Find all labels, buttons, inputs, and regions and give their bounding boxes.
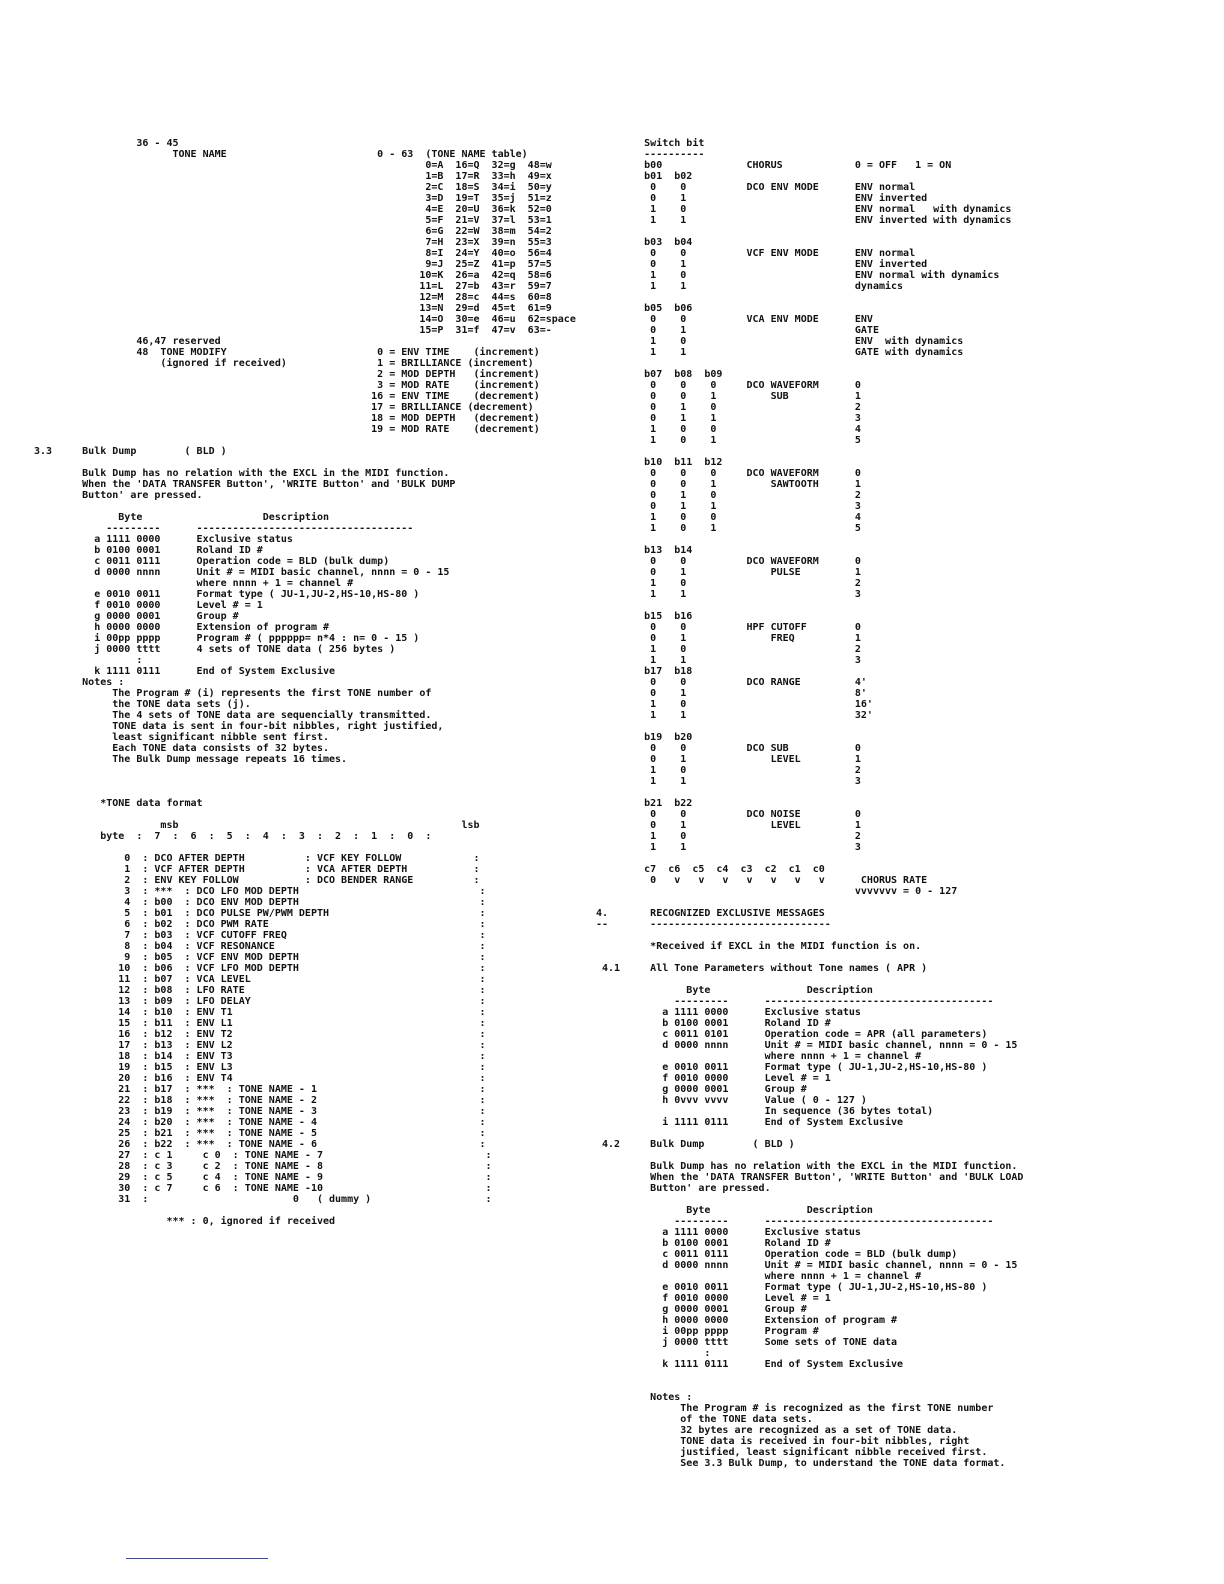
right-column-line	[596, 1370, 1216, 1381]
left-column-line: 19 : b15 : ENV L3 :	[34, 1062, 486, 1073]
left-column-line: 13 : b09 : LFO DELAY :	[34, 996, 486, 1007]
right-column-line: 1 1 3	[596, 776, 861, 787]
right-column-line	[596, 358, 1216, 369]
left-column-line: k 1111 0111 End of System Exclusive	[34, 666, 336, 677]
left-column-line: 6=G 22=W 38=m 54=2	[34, 226, 552, 237]
right-column-line: Notes :	[596, 1392, 693, 1403]
right-column-line: where nnnn + 1 = channel #	[596, 1051, 922, 1062]
right-column-line: 0 0 VCF ENV MODE ENV normal	[596, 248, 916, 259]
right-column-line: b05 b06	[596, 303, 693, 314]
left-column-line: 28 : c 3 c 2 : TONE NAME - 8 :	[34, 1161, 492, 1172]
right-column-line: 0 1 8'	[596, 688, 867, 699]
left-column-line: 18 : b14 : ENV T3 :	[34, 1051, 486, 1062]
left-column-line: 29 : c 5 c 4 : TONE NAME - 9 :	[34, 1172, 492, 1183]
right-column-line: b15 b16	[596, 611, 693, 622]
left-column-line: When the 'DATA TRANSFER Button', 'WRITE Button' and 'BULK DUMP	[34, 479, 456, 490]
left-column-line: 17 : b13 : ENV L2 :	[34, 1040, 486, 1051]
right-column-line: 1 1 3	[596, 655, 861, 666]
right-column-line: 1 0 2	[596, 765, 861, 776]
right-column-line: b21 b22	[596, 798, 693, 809]
right-column-line: b07 b08 b09	[596, 369, 723, 380]
left-column-line: 9=J 25=Z 41=p 57=5	[34, 259, 552, 270]
left-column-line	[34, 809, 594, 820]
left-column-line: b 0100 0001 Roland ID #	[34, 545, 263, 556]
right-column-line: 1 0 ENV with dynamics	[596, 336, 964, 347]
right-column-line: 0 0 DCO SUB 0	[596, 743, 861, 754]
left-column-line: :	[34, 655, 143, 666]
right-column-line: -- ------------------------------	[596, 919, 831, 930]
left-column	[34, 138, 594, 1227]
right-column-line: k 1111 0111 End of System Exclusive	[596, 1359, 904, 1370]
right-column-line	[596, 787, 1216, 798]
left-column-line: 25 : b21 : *** : TONE NAME - 5 :	[34, 1128, 486, 1139]
right-column-line: ----------	[596, 149, 705, 160]
left-column-line: 30 : c 7 c 6 : TONE NAME -10 :	[34, 1183, 492, 1194]
right-column-line: 1 0 0 4	[596, 424, 861, 435]
left-column-line	[34, 457, 594, 468]
right-column-line: b13 b14	[596, 545, 693, 556]
right-column-line: 1 1 3	[596, 589, 861, 600]
left-column-line: The 4 sets of TONE data are sequencially transmitted.	[34, 710, 432, 721]
left-column-line: --------- ------------------------------------	[34, 523, 414, 534]
left-column-line: 9 : b05 : VCF ENV MOD DEPTH :	[34, 952, 486, 963]
left-column-line: 2 : ENV KEY FOLLOW : DCO BENDER RANGE :	[34, 875, 480, 886]
left-column-line: 15=P 31=f 47=v 63=-	[34, 325, 552, 336]
left-column-line	[34, 435, 594, 446]
right-column-line: 0 1 ENV inverted	[596, 259, 928, 270]
right-column-line: *Received if EXCL in the MIDI function is on.	[596, 941, 922, 952]
left-column-line: 31 : 0 ( dummy ) :	[34, 1194, 492, 1205]
left-column-line: e 0010 0011 Format type ( JU-1,JU-2,HS-10,HS-80 )	[34, 589, 420, 600]
left-column-line: 16 = ENV TIME (decrement)	[34, 391, 540, 402]
left-column-line: 3=D 19=T 35=j 51=z	[34, 193, 552, 204]
right-column-line	[596, 292, 1216, 303]
right-column-line: 0 0 DCO WAVEFORM 0	[596, 556, 861, 567]
right-column-line: 1 0 ENV normal with dynamics	[596, 270, 1000, 281]
right-column-line	[596, 226, 1216, 237]
left-column-line: TONE NAME 0 - 63 (TONE NAME table)	[34, 149, 528, 160]
left-column-line	[34, 1205, 594, 1216]
right-column-line: b03 b04	[596, 237, 693, 248]
left-column-line: 10 : b06 : VCF LFO MOD DEPTH :	[34, 963, 486, 974]
left-column-line: 12 : b08 : LFO RATE :	[34, 985, 486, 996]
right-column-line	[596, 930, 1216, 941]
left-column-line: a 1111 0000 Exclusive status	[34, 534, 293, 545]
right-column-line	[596, 853, 1216, 864]
right-column-line: of the TONE data sets.	[596, 1414, 813, 1425]
left-column-line: 48 TONE MODIFY 0 = ENV TIME (increment)	[34, 347, 540, 358]
right-column-line: --------- --------------------------------------	[596, 1216, 994, 1227]
left-column-line: 18 = MOD DEPTH (decrement)	[34, 413, 540, 424]
left-column-line: 5 : b01 : DCO PULSE PW/PWM DEPTH :	[34, 908, 486, 919]
left-column-line: 1=B 17=R 33=h 49=x	[34, 171, 552, 182]
right-column-line: 0 0 VCA ENV MODE ENV	[596, 314, 873, 325]
right-column-line: 0 1 0 2	[596, 490, 861, 501]
right-column-line: 0 0 1 SUB 1	[596, 391, 861, 402]
left-column-line: least significant nibble sent first.	[34, 732, 330, 743]
right-column-line: f 0010 0000 Level # = 1	[596, 1293, 831, 1304]
right-column-line: When the 'DATA TRANSFER Button', 'WRITE Button' and 'BULK LOAD	[596, 1172, 1024, 1183]
right-column-line: 0 0 0 DCO WAVEFORM 0	[596, 380, 861, 391]
right-column-line: i 00pp pppp Program #	[596, 1326, 819, 1337]
left-column-line: *TONE data format	[34, 798, 203, 809]
right-column-line	[596, 1128, 1216, 1139]
left-column-line: 3 = MOD RATE (increment)	[34, 380, 540, 391]
right-column-line: See 3.3 Bulk Dump, to understand the TONE data format.	[596, 1458, 1006, 1469]
left-column-line: 14=O 30=e 46=u 62=space	[34, 314, 576, 325]
right-column-line	[596, 600, 1216, 611]
right-column-line: 1 0 1 5	[596, 435, 861, 446]
right-column-line	[596, 952, 1216, 963]
right-column-line: c7 c6 c5 c4 c3 c2 c1 c0	[596, 864, 825, 875]
right-column-line: Button' are pressed.	[596, 1183, 771, 1194]
left-column-line: byte : 7 : 6 : 5 : 4 : 3 : 2 : 1 : 0 :	[34, 831, 432, 842]
right-column-line: d 0000 nnnn Unit # = MIDI basic channel, nnnn = 0 - 15	[596, 1260, 1018, 1271]
left-column-line	[34, 765, 594, 776]
right-column-line: a 1111 0000 Exclusive status	[596, 1007, 861, 1018]
right-column-line: i 1111 0111 End of System Exclusive	[596, 1117, 904, 1128]
left-column-line: Bulk Dump has no relation with the EXCL in the MIDI function.	[34, 468, 450, 479]
right-column-line: 0 1 0 2	[596, 402, 861, 413]
right-column-line: b00 CHORUS 0 = OFF 1 = ON	[596, 160, 952, 171]
right-column-line: j 0000 tttt Some sets of TONE data	[596, 1337, 898, 1348]
left-column-line: 27 : c 1 c 0 : TONE NAME - 7 :	[34, 1150, 492, 1161]
right-column-line: g 0000 0001 Group #	[596, 1304, 807, 1315]
right-column-line: :	[596, 1348, 711, 1359]
left-column-line: 11 : b07 : VCA LEVEL :	[34, 974, 486, 985]
left-column-line: 22 : b18 : *** : TONE NAME - 2 :	[34, 1095, 486, 1106]
left-column-line: 4=E 20=U 36=k 52=0	[34, 204, 552, 215]
left-column-line: 3.3 Bulk Dump ( BLD )	[34, 446, 227, 457]
right-column-line: where nnnn + 1 = channel #	[596, 1271, 922, 1282]
left-column-line: 5=F 21=V 37=l 53=1	[34, 215, 552, 226]
right-column-line: f 0010 0000 Level # = 1	[596, 1073, 831, 1084]
left-column-line: 2=C 18=S 34=i 50=y	[34, 182, 552, 193]
left-column-line: 4 : b00 : DCO ENV MOD DEPTH :	[34, 897, 486, 908]
right-column-line: 0 1 ENV inverted	[596, 193, 928, 204]
left-column-line: 6 : b02 : DCO PWM RATE :	[34, 919, 486, 930]
left-column-line: msb lsb	[34, 820, 480, 831]
right-column-line: 4. RECOGNIZED EXCLUSIVE MESSAGES	[596, 908, 825, 919]
right-column-line	[596, 1381, 1216, 1392]
left-column-line: TONE data is sent in four-bit nibbles, right justified,	[34, 721, 444, 732]
left-column-line: 0=A 16=Q 32=g 48=w	[34, 160, 552, 171]
left-column-line: where nnnn + 1 = channel #	[34, 578, 354, 589]
right-column-line: 1 0 ENV normal with dynamics	[596, 204, 1012, 215]
right-column-line: 0 0 HPF CUTOFF 0	[596, 622, 861, 633]
left-column-line: i 00pp pppp Program # ( pppppp= n*4 : n= 0 - 15 )	[34, 633, 420, 644]
right-column-line: e 0010 0011 Format type ( JU-1,JU-2,HS-10,HS-80 )	[596, 1062, 988, 1073]
left-column-line: Button' are pressed.	[34, 490, 203, 501]
left-column-line: 13=N 29=d 45=t 61=9	[34, 303, 552, 314]
left-column-line: 10=K 26=a 42=q 58=6	[34, 270, 552, 281]
right-column-line: a 1111 0000 Exclusive status	[596, 1227, 861, 1238]
right-column-line: 0 0 DCO NOISE 0	[596, 809, 861, 820]
left-column-line: h 0000 0000 Extension of program #	[34, 622, 330, 633]
right-column-line: vvvvvvv = 0 - 127	[596, 886, 958, 897]
left-column-line: g 0000 0001 Group #	[34, 611, 239, 622]
left-column-line	[34, 842, 594, 853]
right-column-line: 1 0 0 4	[596, 512, 861, 523]
right-column-line: e 0010 0011 Format type ( JU-1,JU-2,HS-10,HS-80 )	[596, 1282, 988, 1293]
left-column-line: 7=H 23=X 39=n 55=3	[34, 237, 552, 248]
left-column-line: Each TONE data consists of 32 bytes.	[34, 743, 330, 754]
right-column-line: 1 0 16'	[596, 699, 873, 710]
right-column-line: g 0000 0001 Group #	[596, 1084, 807, 1095]
left-column-line: d 0000 nnnn Unit # = MIDI basic channel, nnnn = 0 - 15	[34, 567, 450, 578]
left-column-line: 7 : b03 : VCF CUTOFF FREQ :	[34, 930, 486, 941]
left-column-line: c 0011 0111 Operation code = BLD (bulk dump)	[34, 556, 390, 567]
right-column-line: c 0011 0111 Operation code = BLD (bulk dump)	[596, 1249, 958, 1260]
right-column-line: 4.2 Bulk Dump ( BLD )	[596, 1139, 795, 1150]
left-column-line: 8=I 24=Y 40=o 56=4	[34, 248, 552, 259]
right-column-line: h 0vvv vvvv Value ( 0 - 127 )	[596, 1095, 867, 1106]
left-column-line	[34, 776, 594, 787]
right-column-line: h 0000 0000 Extension of program #	[596, 1315, 898, 1326]
left-column-line: 24 : b20 : *** : TONE NAME - 4 :	[34, 1117, 486, 1128]
right-column-line: 0 1 1 3	[596, 501, 861, 512]
left-column-line: 23 : b19 : *** : TONE NAME - 3 :	[34, 1106, 486, 1117]
right-column-line: Bulk Dump has no relation with the EXCL in the MIDI function.	[596, 1161, 1018, 1172]
right-column-line	[596, 721, 1216, 732]
right-column-line: 0 1 LEVEL 1	[596, 820, 861, 831]
left-column-line: 8 : b04 : VCF RESONANCE :	[34, 941, 486, 952]
right-column-line: 1 1 dynamics	[596, 281, 904, 292]
left-column-line: the TONE data sets (j).	[34, 699, 251, 710]
left-column-line: 12=M 28=c 44=s 60=8	[34, 292, 552, 303]
right-column-line: d 0000 nnnn Unit # = MIDI basic channel, nnnn = 0 - 15	[596, 1040, 1018, 1051]
right-column-line: Switch bit	[596, 138, 705, 149]
left-column-line: 16 : b12 : ENV T2 :	[34, 1029, 486, 1040]
right-column-line: 0 1 LEVEL 1	[596, 754, 861, 765]
right-column-line: 0 1 1 3	[596, 413, 861, 424]
right-column-line: 0 0 1 SAWTOOTH 1	[596, 479, 861, 490]
right-column-line: 4.1 All Tone Parameters without Tone names ( APR )	[596, 963, 928, 974]
right-column-line: justified, least significant nibble received first.	[596, 1447, 988, 1458]
right-column-line	[596, 1194, 1216, 1205]
right-column-line: 1 0 2	[596, 578, 861, 589]
left-column-line: *** : 0, ignored if received	[34, 1216, 336, 1227]
right-column-line: 0 v v v v v v v CHORUS RATE	[596, 875, 928, 886]
right-column-line	[596, 534, 1216, 545]
left-column-line: f 0010 0000 Level # = 1	[34, 600, 263, 611]
right-column-line: Byte Description	[596, 1205, 873, 1216]
right-column-line: 1 0 1 5	[596, 523, 861, 534]
right-column-line: 32 bytes are recognized as a set of TONE data.	[596, 1425, 958, 1436]
left-column-line: 0 : DCO AFTER DEPTH : VCF KEY FOLLOW :	[34, 853, 480, 864]
right-column-line: 1 1 32'	[596, 710, 873, 721]
left-column-line	[34, 501, 594, 512]
right-column-line	[596, 446, 1216, 457]
left-column-line	[34, 787, 594, 798]
right-column-line: b 0100 0001 Roland ID #	[596, 1018, 831, 1029]
right-column-line: 1 1 GATE with dynamics	[596, 347, 964, 358]
left-column-line: Byte Description	[34, 512, 330, 523]
right-column	[596, 138, 1216, 1469]
right-column-line: c 0011 0101 Operation code = APR (all parameters)	[596, 1029, 988, 1040]
left-column-line: 15 : b11 : ENV L1 :	[34, 1018, 486, 1029]
right-column-line: 1 0 2	[596, 831, 861, 842]
right-column-line: 0 0 0 DCO WAVEFORM 0	[596, 468, 861, 479]
left-column-line: 11=L 27=b 43=r 59=7	[34, 281, 552, 292]
left-column-line: 14 : b10 : ENV T1 :	[34, 1007, 486, 1018]
left-column-line: The Bulk Dump message repeats 16 times.	[34, 754, 348, 765]
right-column-line: b19 b20	[596, 732, 693, 743]
left-column-line: The Program # (i) represents the first TONE number of	[34, 688, 432, 699]
footer-link-underline	[126, 1558, 268, 1559]
left-column-line: 36 - 45	[34, 138, 179, 149]
left-column-line: 46,47 reserved	[34, 336, 221, 347]
right-column-line: 0 1 FREQ 1	[596, 633, 861, 644]
right-column-line: 1 0 2	[596, 644, 861, 655]
right-column-line	[596, 974, 1216, 985]
right-column-line: Byte Description	[596, 985, 873, 996]
right-column-line: b 0100 0001 Roland ID #	[596, 1238, 831, 1249]
left-column-line: 17 = BRILLIANCE (decrement)	[34, 402, 534, 413]
right-column-line: --------- --------------------------------------	[596, 996, 994, 1007]
right-column-line: b17 b18	[596, 666, 693, 677]
left-column-line: 1 : VCF AFTER DEPTH : VCA AFTER DEPTH :	[34, 864, 480, 875]
left-column-line: Notes :	[34, 677, 125, 688]
right-column-line: 0 1 PULSE 1	[596, 567, 861, 578]
left-column-line: 3 : *** : DCO LFO MOD DEPTH :	[34, 886, 486, 897]
right-column-line	[596, 1150, 1216, 1161]
right-column-line: 1 1 3	[596, 842, 861, 853]
right-column-line: TONE data is received in four-bit nibbles, right	[596, 1436, 970, 1447]
left-column-line: 2 = MOD DEPTH (increment)	[34, 369, 540, 380]
left-column-line: j 0000 tttt 4 sets of TONE data ( 256 bytes )	[34, 644, 396, 655]
left-column-line: 19 = MOD RATE (decrement)	[34, 424, 540, 435]
left-column-line: 20 : b16 : ENV T4 :	[34, 1073, 486, 1084]
left-column-line: (ignored if received) 1 = BRILLIANCE (increment)	[34, 358, 534, 369]
left-column-line: 26 : b22 : *** : TONE NAME - 6 :	[34, 1139, 486, 1150]
right-column-line: 0 0 DCO RANGE 4'	[596, 677, 867, 688]
right-column-line: b10 b11 b12	[596, 457, 723, 468]
right-column-line: 0 0 DCO ENV MODE ENV normal	[596, 182, 916, 193]
right-column-line: b01 b02	[596, 171, 693, 182]
right-column-line: In sequence (36 bytes total)	[596, 1106, 934, 1117]
right-column-line: 1 1 ENV inverted with dynamics	[596, 215, 1012, 226]
right-column-line: 0 1 GATE	[596, 325, 879, 336]
right-column-line	[596, 897, 1216, 908]
right-column-line: The Program # is recognized as the first TONE number	[596, 1403, 994, 1414]
left-column-line: 21 : b17 : *** : TONE NAME - 1 :	[34, 1084, 486, 1095]
